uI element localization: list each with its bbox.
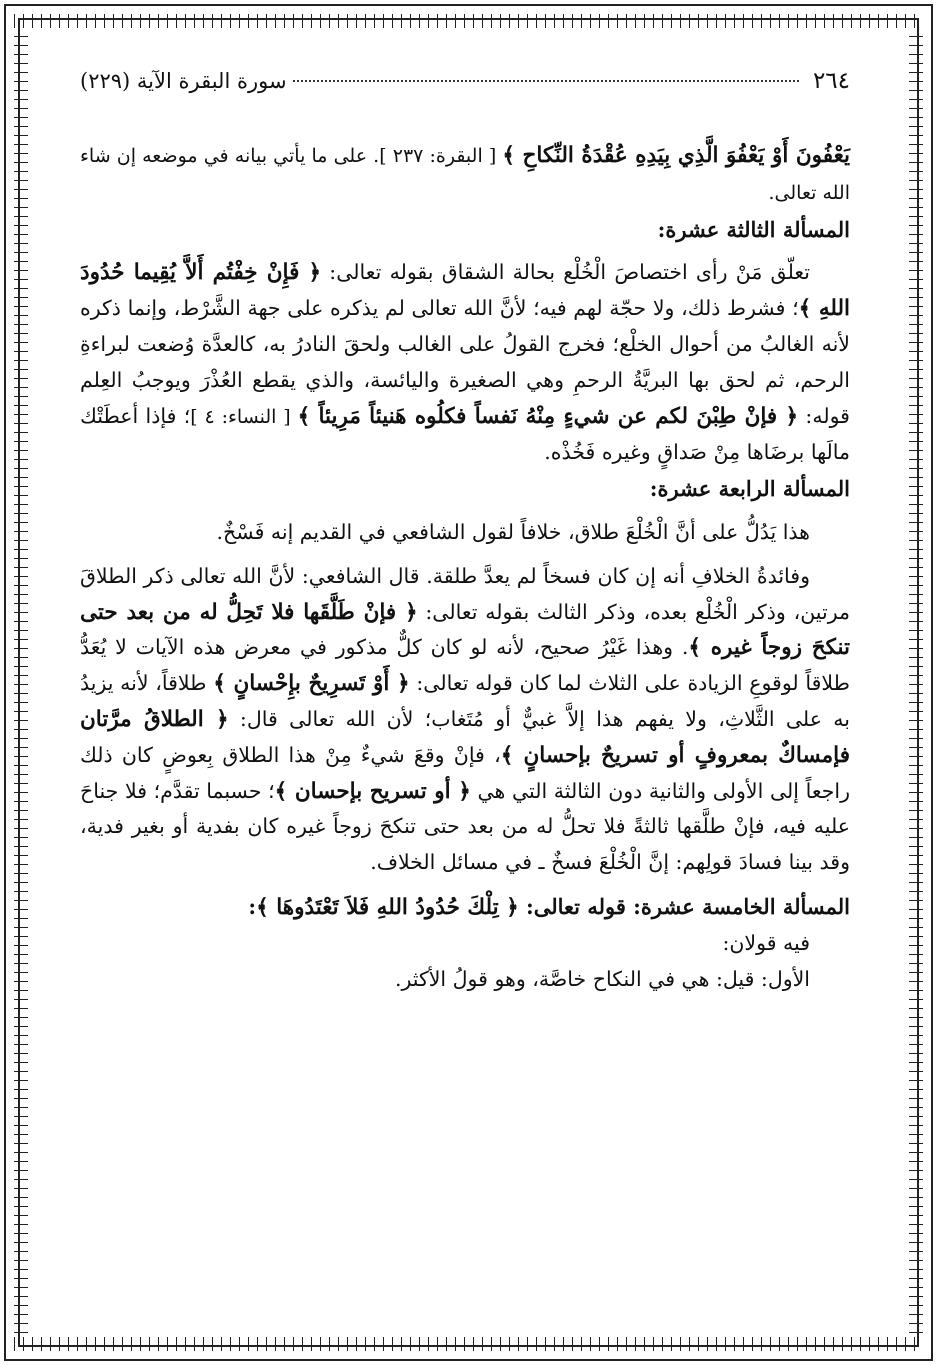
paragraph-text: طلاقاً، لأنه يزيدُ به على الثَّلاثِ، ولا يفهم هذا إلاَّ غبيٌّ أو مُتَغاب؛ لأن الله تعالى قال: bbox=[80, 671, 850, 731]
paragraph-1 bbox=[80, 138, 850, 212]
quran-quote: ﴿ أو تسريح بإحسان ﴾ bbox=[274, 778, 471, 804]
heading-end: : bbox=[248, 893, 257, 919]
quran-quote: ﴿ أَوْ تَسرِيحٌ بإِحْسانٍ ﴾ bbox=[213, 671, 410, 697]
page-header bbox=[80, 60, 850, 108]
paragraph-text: ؛ فإذا أعطَتْك مالَها برضَاها مِنْ صَداقٍ وغيره فَخُذْه. bbox=[80, 403, 850, 465]
running-title: سورة البقرة الآية (٢٢٩) bbox=[80, 69, 287, 93]
paragraph-6: الأول: قيل: هي في النكاح خاصَّة، وهو قولُ الأكثر. bbox=[394, 966, 810, 991]
page-body bbox=[80, 138, 850, 997]
section-heading-15 bbox=[80, 889, 850, 926]
heading-label: المسألة الخامسة عشرة: قوله تعالى: bbox=[518, 893, 850, 919]
quran-quote: ﴿ الطلاقُ مرَّتان فإمساكٌ بمعروفٍ أو تسريحٌ بإحسانٍ ﴾ bbox=[80, 706, 851, 768]
quran-quote: يَعْفُونَ أَوْ يَعْفُوَ الَّذِي بِيَدِهِ عُقْدَةُ النِّكاحِ ﴾ bbox=[502, 143, 850, 168]
quran-quote: ﴿ فَإِنْ خِفْتُم أَلاَّ يُقِيما حُدُودَ اللهِ ﴾ bbox=[80, 260, 850, 322]
paragraph-text: [ البقرة: ٢٣٧ ]. على ما يأتي بيانه في موضعه إن شاء الله تعالى. bbox=[80, 145, 850, 204]
citation: [ النساء: ٤ ] bbox=[190, 405, 298, 428]
paragraph-text: تعلّق مَنْ رأى اختصاصَ الْخُلْع بحالة الشقاق بقوله تعالى: bbox=[321, 260, 810, 285]
paragraph-text: ؛ حسبما تقدَّم؛ فلا جناحَ عليه فيه، فإنْ طلَّقها ثالثةً فلا تحلُّ له من بعد حتى تنكحَ زوجاً غيره كان بفدية أو بغير فدية، وقد بينا فسادَ قولِهم: إنَّ الْخُلْعَ فسخٌ ـ في مسائل الخلاف. bbox=[80, 778, 850, 875]
paragraph-5: فيه قولان: bbox=[722, 930, 810, 955]
quran-quote: ﴿ فإنْ طَلَّقَها فلا تَحِلُّ له من بعد حتى تنكحَ زوجاً غيره ﴾ bbox=[80, 599, 850, 661]
paragraph-4 bbox=[80, 559, 850, 881]
page-number: ٢٦٤ bbox=[812, 68, 850, 94]
paragraph-text: وفائدةُ الخلافِ أنه إن كان فسخاً لم يعدَّ طلقة. قال الشافعي: لأنَّ الله تعالى ذكر الطلاقَ مرتين، وذكر الْخُلْع بعده، وذكر الثالث بقوله تعالى: bbox=[80, 563, 850, 624]
section-heading-14: المسألة الرابعة عشرة: bbox=[649, 476, 850, 502]
paragraph-3: هذا يَدُلُّ على أنَّ الْخُلْعَ طلاق، خلافاً لقول الشافعي في القديم إنه فَسْخٌ. bbox=[216, 519, 810, 544]
page-content bbox=[80, 60, 850, 1310]
section-heading-13: المسألة الثالثة عشرة: bbox=[657, 216, 850, 242]
quran-quote: ﴿ فإنْ طِبْنَ لكم عن شيءٍ مِنْهُ نَفساً فكلُوه هَنيئاً مَرِيئاً ﴾ bbox=[297, 403, 799, 429]
paragraph-text: ؛ فشرط ذلك، ولا حجّة لهم فيه؛ لأنَّ الله تعالى لم يذكره على جهة الشَّرْط، وإنما ذكره لأنه الغالبُ من أحوال الخلْع؛ فخرج القولُ على الغالب ولحقَ النادرُ به، كالعدَّة وُضعت لبراءةِ الرحم، ثم لحق بها البريَّةُ الرحمِ وهي الصغيرة واليائسة، والذي يقطع العُذْرَ ويوجبُ العِلم قوله: bbox=[80, 296, 850, 428]
header-dot-leader bbox=[293, 80, 799, 82]
quran-quote: ﴿ تِلْكَ حُدُودُ اللهِ فَلاَ تَعْتَدُوهَا ﴾ bbox=[256, 894, 519, 920]
paragraph-text: . وهذا غَيْرُ صحيح، لأنه لو كان كلٌّ مذكور في معرض هذه الآيات لا يُعَدُّ طلاقاً لوقوعِ الزيادة على الثلاث لما كان قوله تعالى: bbox=[80, 635, 850, 696]
paragraph-2 bbox=[80, 255, 850, 471]
paragraph-text: ، فإنْ وقعَ شيءٌ مِنْ هذا الطلاق بِعوضٍ كان ذلك راجعاً إلى الأولى والثانية دون الثالثة التي هي bbox=[80, 742, 850, 803]
